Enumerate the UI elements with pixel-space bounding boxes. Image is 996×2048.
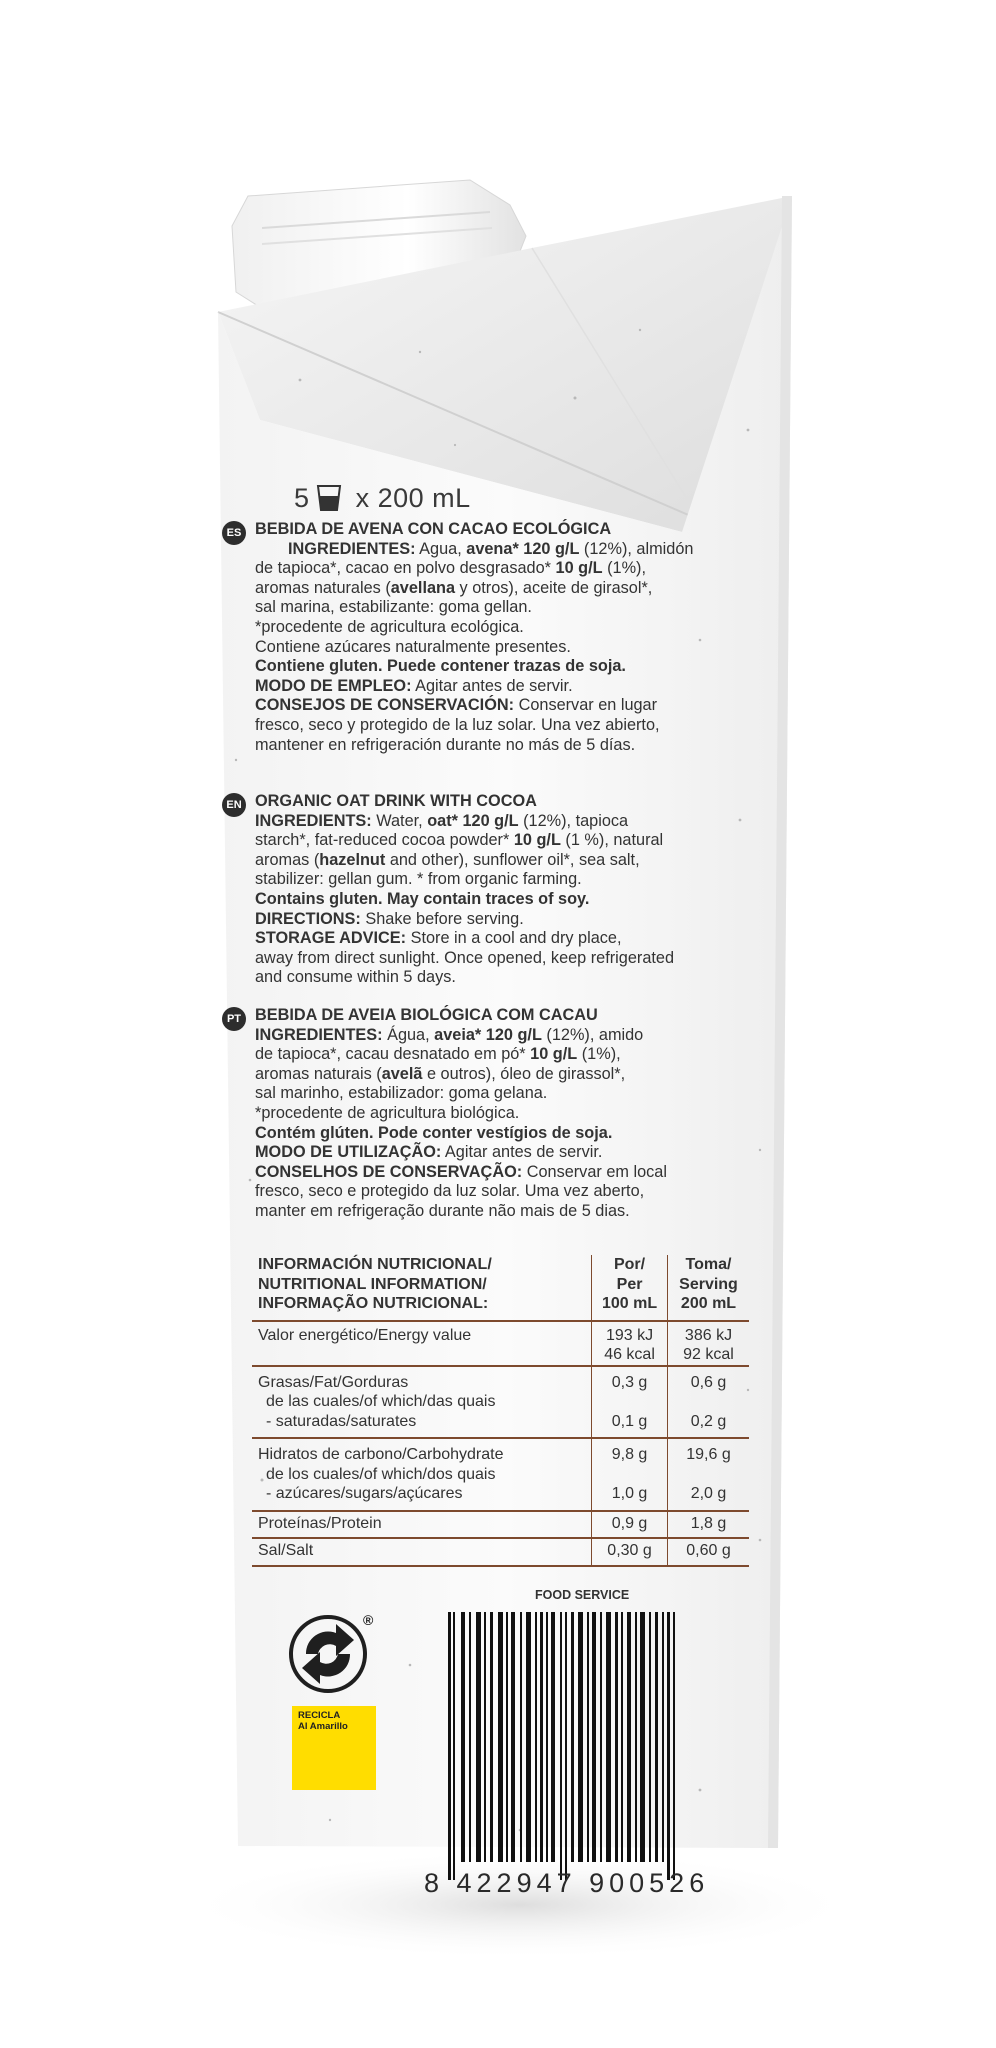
nutrition-table xyxy=(252,1255,749,1567)
recycle-text: RECICLA Al Amarillo xyxy=(298,1710,348,1732)
title-en: ORGANIC OAT DRINK WITH COCOA xyxy=(255,792,537,810)
badge-pt: PT xyxy=(222,1007,246,1031)
ingredients-en: INGREDIENTS: Water, oat* 120 g/L (12%), tapioca xyxy=(255,811,629,830)
title-es: BEBIDA DE AVENA CON CACAO ECOLÓGICA xyxy=(255,520,612,538)
allergens-pt: Contém glúten. Pode conter vestígios de soja. xyxy=(255,1123,613,1142)
nutrition-row-salt: Sal/Salt 0,30 g 0,60 g xyxy=(252,1538,749,1566)
allergens-es: Contiene gluten. Puede contener trazas de soja. xyxy=(255,657,626,676)
ingredients-es: INGREDIENTES: Agua, avena* 120 g/L (12%), almidón xyxy=(288,539,694,558)
nutrition-header-row: INFORMACIÓN NUTRICIONAL/ NUTRITIONAL INFORMATION/ INFORMAÇÃO NUTRICIONAL: Por/ Per 100 mL Toma/ Serving 200 mL xyxy=(252,1255,749,1321)
storage-pt: CONSELHOS DE CONSERVAÇÃO: Conservar em local xyxy=(255,1162,667,1181)
badge-en: EN xyxy=(222,793,246,817)
badge-es: ES xyxy=(222,521,246,545)
section-pt: PT BEBIDA DE AVEIA BIOLÓGICA COM CACAU INGREDIENTES: Água, aveia* 120 g/L (12%), amido de tapioca*, cacau desnatado em pó* 10 g/L (1%), aromas naturais (avelã e outros), óleo de girassol*, sal marinho, estabilizador: goma gelana. *procedente de agricultura biológica. Contém glúten. Pode conter vestígios de soja. MODO DE UTILIZAÇÃO: Agitar antes de servir. CONSELHOS DE CONSERVAÇÃO: Conservar em local fresco, seco e protegido da luz solar. Uma vez aberto, manter em refrigeração durante não mais de 5 dias. xyxy=(255,1006,775,1222)
nutrition-row-protein: Proteínas/Protein 0,9 g 1,8 g xyxy=(252,1511,749,1539)
directions-en: DIRECTIONS: Shake before serving. xyxy=(255,909,524,928)
serving-count: 5 xyxy=(294,483,310,514)
section-en: EN ORGANIC OAT DRINK WITH COCOA INGREDIENTS: Water, oat* 120 g/L (12%), tapioca starch*, fat-reduced cocoa powder* 10 g/L (1 %), natural aromas (hazelnut and other), sunflower oil*, sea salt, stabilizer: gellan gum. * from organic farming. Contains gluten. May contain traces of soy. DIRECTIONS: Shake before serving. STORAGE ADVICE: Store in a cool and dry place, away from direct sunlight. Once opened, keep refrigerated and consume within 5 days. xyxy=(255,792,775,988)
nutrition-row-energy: Valor energético/Energy value 193 kJ 46 kcal 386 kJ 92 kcal xyxy=(252,1321,749,1366)
ingredients-pt: INGREDIENTES: Água, aveia* 120 g/L (12%), amido xyxy=(255,1025,644,1044)
recycle-yellow-badge xyxy=(292,1706,376,1790)
nutrition-row-fat: Grasas/Fat/Gorduras de las cuales/of which/das quais - saturadas/saturates 0,3 g 0,1 g 0,6 g 0,2 g xyxy=(252,1366,749,1439)
title-pt: BEBIDA DE AVEIA BIOLÓGICA COM CACAU xyxy=(255,1006,598,1024)
registered-mark: ® xyxy=(363,1612,374,1628)
storage-en: STORAGE ADVICE: Store in a cool and dry place, xyxy=(255,929,622,948)
floor-shadow xyxy=(180,1850,860,1960)
nutrition-row-carbs: Hidratos de carbono/Carbohydrate de los cuales/of which/dos quais - azúcares/sugars/açúcares 9,8 g 1,0 g 19,6 g 2,0 g xyxy=(252,1438,749,1511)
section-es: ES BEBIDA DE AVENA CON CACAO ECOLÓGICA INGREDIENTES: Agua, avena* 120 g/L (12%), almidón de tapioca*, cacao en polvo desgrasado* 10 g/L (1%), aromas naturales (avellana y otros), aceite de girasol*, sal marina, estabilizante: goma gellan. *procedente de agricultura ecológica. Contiene azúcares naturalmente presentes. Contiene gluten. Puede contener trazas de soja. MODO DE EMPLEO: Agitar antes de servir. CONSEJOS DE CONSERVACIÓN: Conservar en lugar fresco, seco y protegido de la luz solar. Una vez abierto, mantener en refrigeración durante no más de 5 días. xyxy=(255,520,775,755)
directions-pt: MODO DE UTILIZAÇÃO: Agitar antes de servir. xyxy=(255,1143,603,1162)
serving-size-text: x 200 mL xyxy=(355,483,471,514)
allergens-en: Contains gluten. May contain traces of soy. xyxy=(255,889,590,908)
ean-number: 8 422947 900526 xyxy=(424,1868,710,1898)
directions-es: MODO DE EMPLEO: Agitar antes de servir. xyxy=(255,676,573,695)
serving-size xyxy=(294,482,471,514)
storage-es: CONSEJOS DE CONSERVACIÓN: Conservar en lugar xyxy=(255,696,658,715)
food-service-label: FOOD SERVICE xyxy=(535,1588,630,1602)
